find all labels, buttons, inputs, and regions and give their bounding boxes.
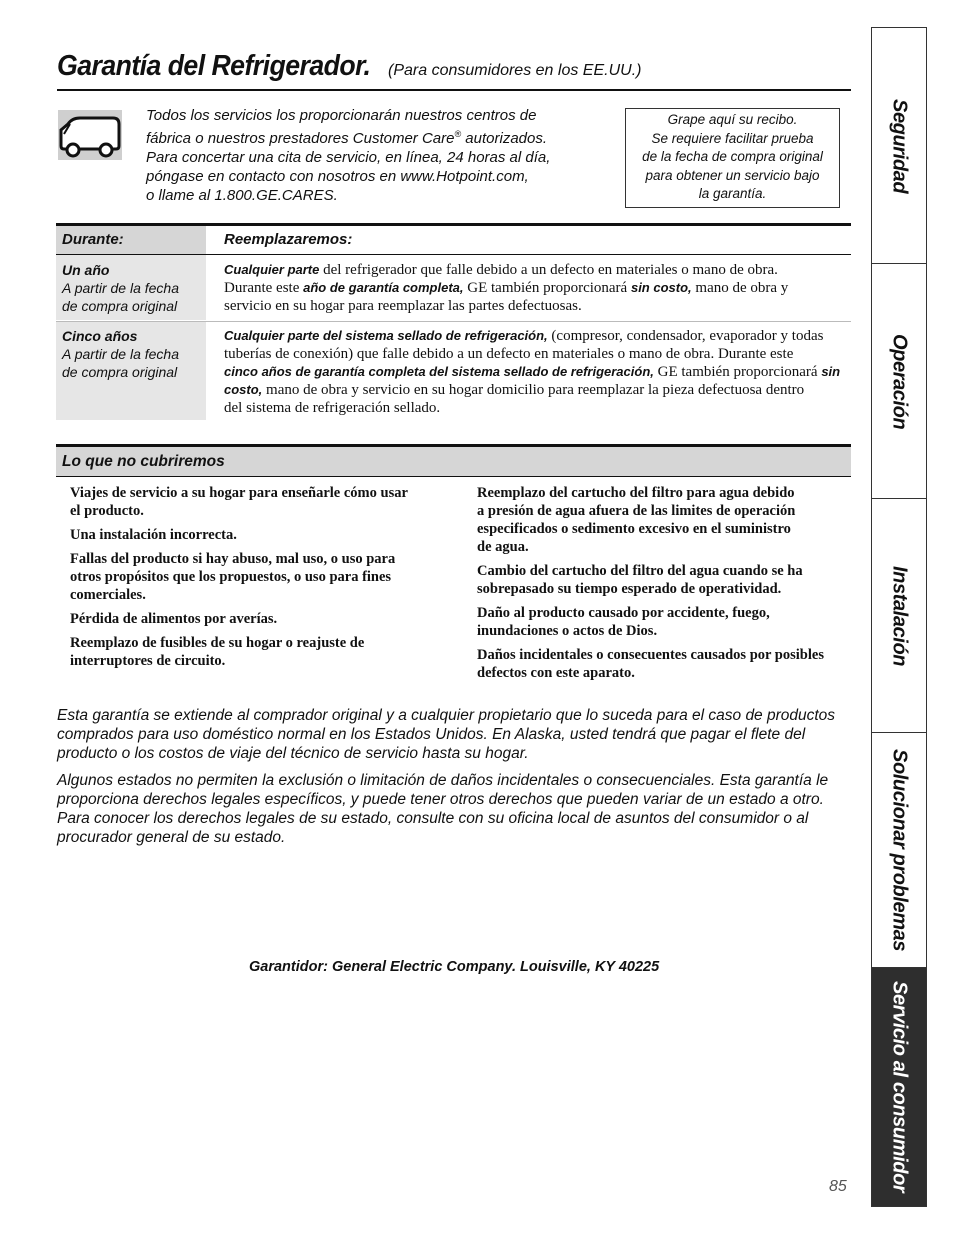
service-van-icon — [58, 110, 122, 160]
intro-line: o llame al 1.800.GE.CARES. — [146, 187, 338, 204]
tab-instalacion[interactable] — [871, 498, 927, 734]
title-subtitle: (Para consumidores en los EE.UU.) — [388, 62, 642, 79]
intro-line: Todos los servicios los proporcionarán nuestros centros de — [146, 107, 537, 124]
intro-line: fábrica o nuestros prestadores Customer Care® autorizados. — [146, 129, 548, 147]
tab-label: Operación — [888, 333, 911, 430]
page-number: 85 — [829, 1178, 847, 1195]
staple-line: Se requiere facilitar prueba — [651, 130, 814, 146]
not-covered-item: Reemplazo del cartucho del filtro para agua debido a presión de agua afuera de las limites de operación especificados o sedimento excesivo en el suministro de agua. — [477, 485, 796, 555]
intro-text — [146, 106, 586, 205]
warranty-extent-paragraph: Esta garantía se extiende al comprador original y a cualquier propietario que lo suceda para el caso de productos comprados para uso doméstico normal en los Estados Unidos. En Alaska, usted tendrá que pagar el flete del producto o los costos de viaje del técnico de servicio hasta su hogar. — [57, 707, 836, 762]
coverage-text-five-years: Cualquier parte del sistema sellado de refrigeración, (compresor, condensador, evaporador y todas tuberías de conexión) que falle debido a un defecto en materiales o mano de obra. Durante este cinco años de garantía completa del sistema sellado de refrigeración, GE también proporcionará sin costo, mano de obra y servicio en su hogar domicilio para reemplazar la pieza defectuosa dentro del sistema de refrigeración sellado. — [224, 328, 841, 416]
not-covered-right-column — [477, 484, 847, 688]
period-detail: A partir de la fecha — [62, 280, 179, 296]
not-covered-item: Pérdida de alimentos por averías. — [70, 611, 278, 627]
period-detail: de compra original — [62, 298, 178, 314]
staple-receipt-box — [625, 108, 840, 208]
coverage-period-one-year — [62, 261, 179, 315]
tab-label: Seguridad — [888, 98, 911, 194]
section-tabs — [871, 27, 927, 1207]
tab-seguridad[interactable] — [871, 27, 927, 265]
not-covered-item: Viajes de servicio a su hogar para enseñarle cómo usar el producto. — [70, 485, 408, 519]
not-covered-item: Daños incidentales o consecuentes causados por posibles defectos con este aparato. — [477, 647, 824, 681]
intro-line: Para concertar una cita de servicio, en línea, 24 horas al día, — [146, 149, 551, 166]
tab-servicio-al-consumidor[interactable] — [871, 967, 927, 1207]
page-title — [57, 50, 641, 83]
legal-rights-paragraph: Algunos estados no permiten la exclusión o limitación de daños incidentales o consecuenciales. Esta garantía le proporciona derechos legales específicos, y puede tener otros derechos que pueden variar de un estado a otro. Para conocer los derechos legales de su estado, consulte con su oficina local de asuntos del consumidor o al procurador general de su estado. — [57, 772, 829, 846]
not-covered-item: Fallas del producto si hay abuso, mal uso, o uso para otros propósitos que los propuestos, o uso para fines comerciales. — [70, 551, 396, 603]
period-detail: A partir de la fecha — [62, 346, 179, 362]
staple-line: la garantía. — [698, 186, 767, 201]
title-rule — [57, 89, 851, 91]
not-covered-title: Lo que no cubriremos — [62, 453, 225, 470]
guarantor-line: Garantidor: General Electric Company. Louisville, KY 40225 — [249, 959, 660, 975]
period-title: Un año — [62, 262, 110, 278]
coverage-text-one-year: Cualquier parte del refrigerador que falle debido a un defecto en materiales o mano de obra. Durante este año de garantía completa, GE también proporcionará sin costo, mano de obra y servicio en su hogar para reemplazar las partes defectuosas. — [224, 262, 789, 314]
not-covered-item: Daño al producto causado por accidente, fuego, inundaciones o actos de Dios. — [477, 605, 770, 639]
tab-label: Servicio al consumidor — [888, 981, 911, 1193]
not-covered-item: Una instalación incorrecta. — [70, 527, 237, 543]
staple-line: Grape aquí su recibo. — [667, 112, 798, 127]
coverage-col-during: Durante: — [62, 231, 124, 248]
title-main: Garantía del Refrigerador. — [57, 50, 371, 82]
tab-operacion[interactable] — [871, 263, 927, 500]
period-detail: de compra original — [62, 364, 178, 380]
staple-line: de la fecha de compra original — [642, 149, 823, 164]
not-covered-item: Reemplazo de fusibles de su hogar o reajuste de interruptores de circuito. — [70, 635, 365, 669]
intro-line: póngase en contacto con nosotros en www.Hotpoint.com, — [146, 168, 529, 185]
coverage-col-replace: Reemplazaremos: — [224, 231, 353, 248]
not-covered-left-column — [70, 484, 440, 676]
tab-solucionar-problemas[interactable] — [871, 732, 927, 969]
tab-label: Solucionar problemas — [888, 749, 911, 952]
period-title: Cinco años — [62, 328, 138, 344]
tab-label: Instalación — [888, 565, 911, 667]
staple-line: para obtener un servicio bajo — [645, 167, 820, 183]
not-covered-item: Cambio del cartucho del filtro del agua cuando se ha sobrepasado su tiempo esperado de operatividad. — [477, 563, 803, 597]
coverage-period-five-years — [62, 327, 179, 381]
